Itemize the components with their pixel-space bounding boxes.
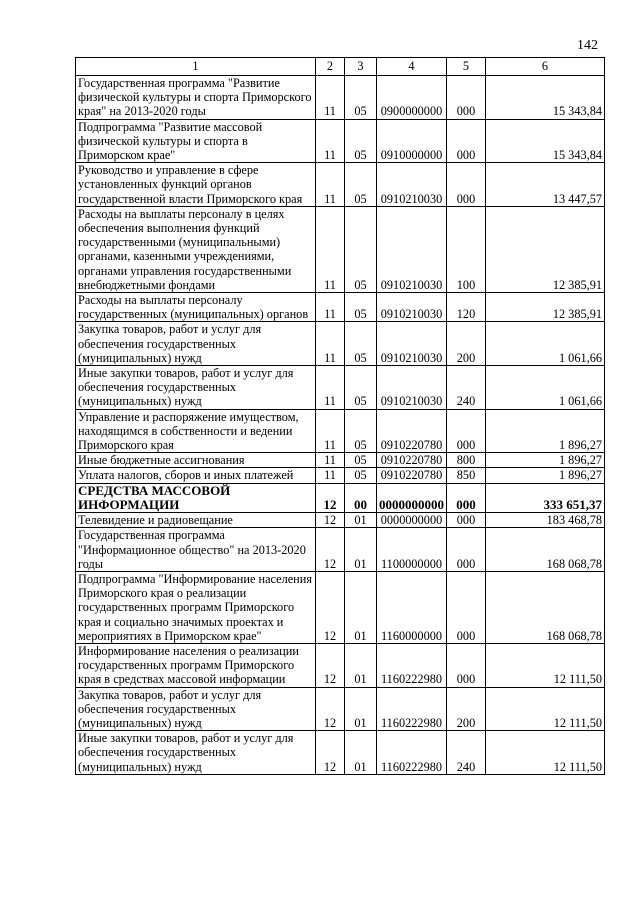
- page-number: 142: [577, 38, 598, 53]
- row-target-code-cell: 0000000000: [377, 513, 447, 528]
- row-subsection-cell: 01: [345, 643, 377, 687]
- row-target-code-cell: 1160222980: [377, 731, 447, 775]
- row-subsection-cell: 05: [345, 293, 377, 322]
- row-name-cell: Подпрограмма "Информирование населения Приморского края о реализации государственных программ Приморского края и социально значимых проектах и мероприятиях в Приморском крае": [76, 571, 316, 643]
- row-section-cell: 11: [316, 293, 345, 322]
- table-row: [76, 643, 605, 687]
- row-amount-cell: 168 068,78: [486, 528, 605, 572]
- row-expense-type-cell: 000: [447, 643, 486, 687]
- row-expense-type-cell: 200: [447, 687, 486, 731]
- row-target-code-cell: 0910210030: [377, 366, 447, 410]
- row-expense-type-cell: 800: [447, 453, 486, 468]
- row-name-cell: Государственная программа "Информационное общество" на 2013-2020 годы: [76, 528, 316, 572]
- row-name-cell: Телевидение и радиовещание: [76, 513, 316, 528]
- table-row: [76, 293, 605, 322]
- row-amount-cell: 333 651,37: [486, 483, 605, 512]
- row-section-cell: 12: [316, 528, 345, 572]
- row-subsection-cell: 00: [345, 483, 377, 512]
- row-amount-cell: 1 061,66: [486, 322, 605, 366]
- row-section-cell: 11: [316, 322, 345, 366]
- table-row: [76, 163, 605, 207]
- row-name-cell: Расходы на выплаты персоналу государственных (муниципальных) органов: [76, 293, 316, 322]
- row-name-cell: Управление и распоряжение имуществом, находящимся в собственности и ведении Приморского края: [76, 409, 316, 453]
- table-row: [76, 731, 605, 775]
- row-target-code-cell: 0910210030: [377, 322, 447, 366]
- row-amount-cell: 12 385,91: [486, 206, 605, 292]
- row-target-code-cell: 0910210030: [377, 163, 447, 207]
- row-expense-type-cell: 240: [447, 731, 486, 775]
- table-row: [76, 409, 605, 453]
- row-section-cell: 11: [316, 76, 345, 120]
- row-expense-type-cell: 000: [447, 119, 486, 163]
- row-amount-cell: 1 896,27: [486, 453, 605, 468]
- row-expense-type-cell: 000: [447, 76, 486, 120]
- row-subsection-cell: 05: [345, 468, 377, 483]
- row-subsection-cell: 05: [345, 453, 377, 468]
- budget-table: [75, 57, 605, 775]
- row-section-cell: 12: [316, 483, 345, 512]
- row-name-cell: Уплата налогов, сборов и иных платежей: [76, 468, 316, 483]
- table-row: [76, 571, 605, 643]
- table-row: [76, 453, 605, 468]
- row-amount-cell: 15 343,84: [486, 119, 605, 163]
- header-col-3: 3: [345, 58, 377, 76]
- row-section-cell: 11: [316, 366, 345, 410]
- row-expense-type-cell: 000: [447, 163, 486, 207]
- row-subsection-cell: 01: [345, 731, 377, 775]
- row-section-cell: 11: [316, 453, 345, 468]
- row-name-cell: Закупка товаров, работ и услуг для обеспечения государственных (муниципальных) нужд: [76, 322, 316, 366]
- header-col-4: 4: [377, 58, 447, 76]
- table-row: [76, 687, 605, 731]
- row-subsection-cell: 05: [345, 409, 377, 453]
- row-expense-type-cell: 000: [447, 483, 486, 512]
- row-target-code-cell: 0910000000: [377, 119, 447, 163]
- row-amount-cell: 12 111,50: [486, 731, 605, 775]
- row-target-code-cell: 0910220780: [377, 409, 447, 453]
- row-name-cell: Руководство и управление в сфере установленных функций органов государственной власти Приморского края: [76, 163, 316, 207]
- row-subsection-cell: 01: [345, 571, 377, 643]
- table-header-row: [76, 58, 605, 76]
- row-name-cell: Иные бюджетные ассигнования: [76, 453, 316, 468]
- header-col-6: 6: [486, 58, 605, 76]
- table-row: [76, 76, 605, 120]
- row-section-cell: 11: [316, 163, 345, 207]
- row-section-cell: 11: [316, 468, 345, 483]
- row-name-cell: Государственная программа "Развитие физической культуры и спорта Приморского края" на 2013-2020 годы: [76, 76, 316, 120]
- row-target-code-cell: 1160222980: [377, 643, 447, 687]
- row-expense-type-cell: 120: [447, 293, 486, 322]
- row-amount-cell: 12 111,50: [486, 687, 605, 731]
- table-row: [76, 119, 605, 163]
- row-name-cell: Иные закупки товаров, работ и услуг для обеспечения государственных (муниципальных) нужд: [76, 731, 316, 775]
- row-amount-cell: 1 896,27: [486, 409, 605, 453]
- row-section-cell: 11: [316, 206, 345, 292]
- row-target-code-cell: 0900000000: [377, 76, 447, 120]
- row-expense-type-cell: 000: [447, 409, 486, 453]
- row-section-cell: 11: [316, 409, 345, 453]
- row-subsection-cell: 05: [345, 76, 377, 120]
- row-amount-cell: 1 061,66: [486, 366, 605, 410]
- row-amount-cell: 1 896,27: [486, 468, 605, 483]
- row-amount-cell: 13 447,57: [486, 163, 605, 207]
- row-expense-type-cell: 000: [447, 571, 486, 643]
- table-body: [76, 76, 605, 775]
- row-target-code-cell: 1100000000: [377, 528, 447, 572]
- table-row: [76, 322, 605, 366]
- row-amount-cell: 183 468,78: [486, 513, 605, 528]
- row-section-cell: 12: [316, 687, 345, 731]
- row-subsection-cell: 05: [345, 206, 377, 292]
- row-subsection-cell: 05: [345, 163, 377, 207]
- row-expense-type-cell: 240: [447, 366, 486, 410]
- row-expense-type-cell: 000: [447, 513, 486, 528]
- table-row: [76, 366, 605, 410]
- row-target-code-cell: 0000000000: [377, 483, 447, 512]
- row-subsection-cell: 05: [345, 322, 377, 366]
- header-col-1: 1: [76, 58, 316, 76]
- row-expense-type-cell: 000: [447, 528, 486, 572]
- row-section-cell: 12: [316, 643, 345, 687]
- row-expense-type-cell: 100: [447, 206, 486, 292]
- table-row: [76, 206, 605, 292]
- row-target-code-cell: 0910210030: [377, 293, 447, 322]
- row-name-cell: Подпрограмма "Развитие массовой физической культуры и спорта в Приморском крае": [76, 119, 316, 163]
- table-row: [76, 468, 605, 483]
- header-col-2: 2: [316, 58, 345, 76]
- row-name-cell: Закупка товаров, работ и услуг для обеспечения государственных (муниципальных) нужд: [76, 687, 316, 731]
- row-amount-cell: 12 111,50: [486, 643, 605, 687]
- table-row: [76, 528, 605, 572]
- row-target-code-cell: 0910220780: [377, 453, 447, 468]
- row-subsection-cell: 01: [345, 528, 377, 572]
- row-amount-cell: 15 343,84: [486, 76, 605, 120]
- row-target-code-cell: 0910220780: [377, 468, 447, 483]
- row-section-cell: 12: [316, 731, 345, 775]
- row-subsection-cell: 01: [345, 687, 377, 731]
- row-expense-type-cell: 850: [447, 468, 486, 483]
- row-target-code-cell: 0910210030: [377, 206, 447, 292]
- row-amount-cell: 12 385,91: [486, 293, 605, 322]
- table-row: [76, 513, 605, 528]
- header-col-5: 5: [447, 58, 486, 76]
- row-section-cell: 12: [316, 513, 345, 528]
- row-target-code-cell: 1160000000: [377, 571, 447, 643]
- row-section-cell: 12: [316, 571, 345, 643]
- row-name-cell: СРЕДСТВА МАССОВОЙ ИНФОРМАЦИИ: [76, 483, 316, 512]
- row-name-cell: Информирование населения о реализации государственных программ Приморского края в средствах массовой информации: [76, 643, 316, 687]
- row-expense-type-cell: 200: [447, 322, 486, 366]
- row-section-cell: 11: [316, 119, 345, 163]
- row-target-code-cell: 1160222980: [377, 687, 447, 731]
- table-row: [76, 483, 605, 512]
- row-name-cell: Расходы на выплаты персоналу в целях обеспечения выполнения функций государственными (муниципальными) органами, казенными учреждениями, органами управления государственными внебюджетными фондами: [76, 206, 316, 292]
- row-subsection-cell: 05: [345, 119, 377, 163]
- row-amount-cell: 168 068,78: [486, 571, 605, 643]
- row-subsection-cell: 01: [345, 513, 377, 528]
- row-subsection-cell: 05: [345, 366, 377, 410]
- row-name-cell: Иные закупки товаров, работ и услуг для обеспечения государственных (муниципальных) нужд: [76, 366, 316, 410]
